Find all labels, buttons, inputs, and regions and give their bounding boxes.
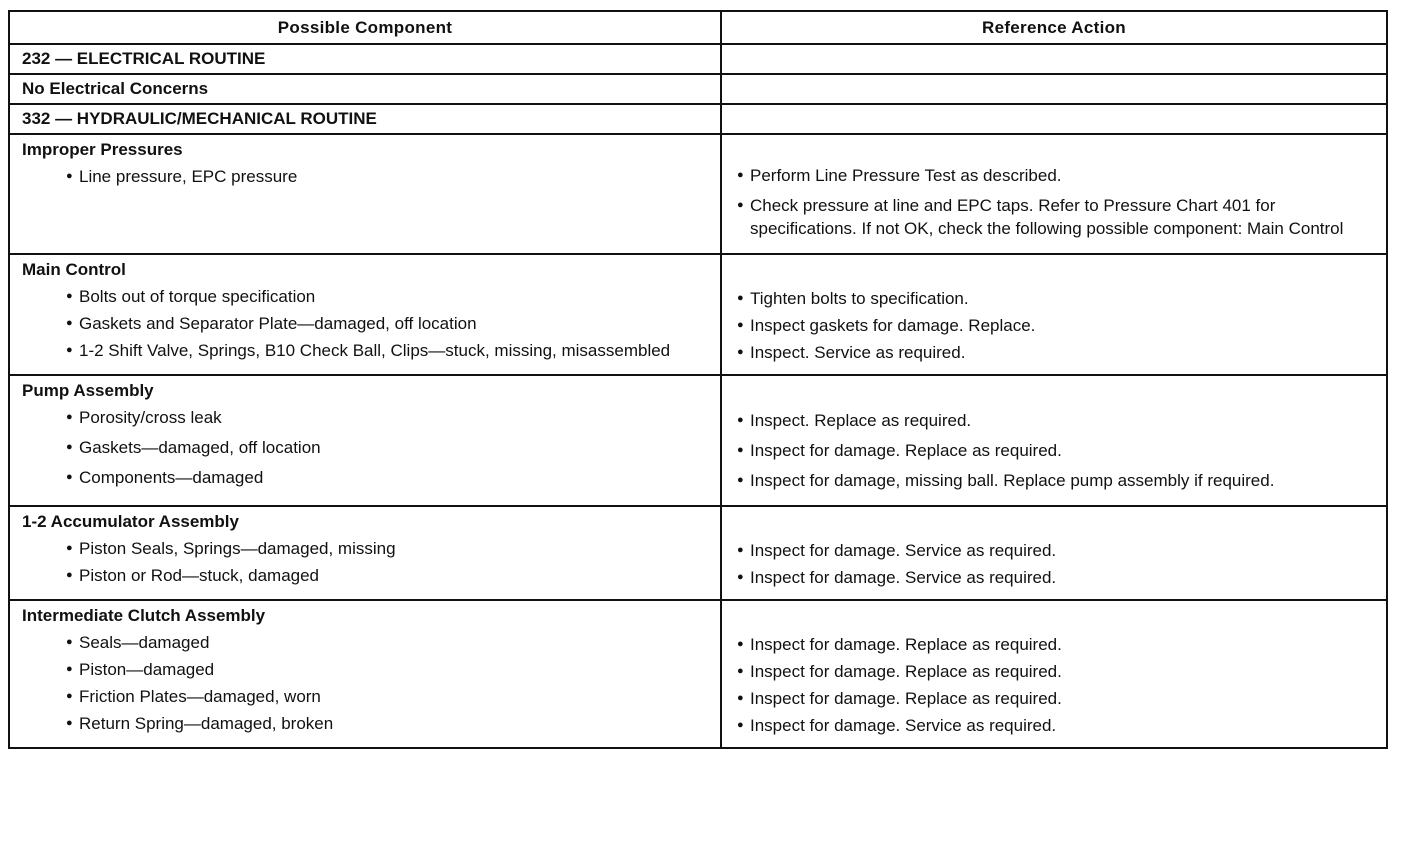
action-cell — [721, 600, 1387, 748]
component-group — [9, 134, 1387, 254]
component-list — [10, 165, 720, 201]
list-item: ● Inspect for damage. Replace as required. — [722, 633, 1386, 656]
list-item: ● Inspect for damage. Service as required. — [722, 566, 1386, 589]
list-item: ● Gaskets—damaged, off location — [10, 436, 720, 459]
component-cell — [9, 254, 721, 375]
list-item: ● Inspect for damage. Replace as required. — [722, 687, 1386, 710]
list-item: ● Friction Plates—damaged, worn — [10, 685, 720, 708]
component-group — [9, 600, 1387, 748]
component-cell — [9, 375, 721, 506]
routine-title: 232 — ELECTRICAL ROUTINE — [9, 44, 721, 74]
list-item: ● Inspect for damage. Service as required. — [722, 714, 1386, 737]
action-cell — [721, 134, 1387, 254]
group-title: Improper Pressures — [22, 140, 183, 159]
header-reference-action: Reference Action — [721, 11, 1387, 44]
diagnostic-table — [8, 10, 1388, 749]
empty-cell — [721, 44, 1387, 74]
action-list — [722, 135, 1386, 253]
component-list — [10, 631, 720, 745]
list-item: ● Piston Seals, Springs—damaged, missing — [10, 537, 720, 560]
action-list — [722, 255, 1386, 374]
component-cell — [9, 134, 721, 254]
list-item: ● Piston or Rod—stuck, damaged — [10, 564, 720, 587]
list-item: ● Inspect. Replace as required. — [722, 409, 1386, 432]
list-item: ● Inspect for damage. Replace as required. — [722, 439, 1386, 462]
list-item: ● Inspect for damage, missing ball. Replace pump assembly if required. — [722, 469, 1386, 492]
empty-cell — [721, 104, 1387, 134]
list-item: ● Inspect gaskets for damage. Replace. — [722, 314, 1386, 337]
action-list — [722, 507, 1386, 599]
routine-title: 332 — HYDRAULIC/MECHANICAL ROUTINE — [9, 104, 721, 134]
list-item: ● Line pressure, EPC pressure — [10, 165, 720, 188]
list-item: ● Gaskets and Separator Plate—damaged, off location — [10, 312, 720, 335]
empty-cell — [721, 74, 1387, 104]
action-cell — [721, 375, 1387, 506]
list-item: ● Inspect for damage. Service as required. — [722, 539, 1386, 562]
list-item: ● Check pressure at line and EPC taps. Refer to Pressure Chart 401 for specifications. If not OK, check the following possible component: Main Control — [722, 194, 1386, 240]
table-row — [9, 104, 1387, 134]
table-header-row — [9, 11, 1387, 44]
list-item: ● Perform Line Pressure Test as described. — [722, 164, 1386, 187]
component-group — [9, 375, 1387, 506]
list-item: ● Porosity/cross leak — [10, 406, 720, 429]
list-item: ● Return Spring—damaged, broken — [10, 712, 720, 735]
action-list — [722, 376, 1386, 505]
list-item: ● Tighten bolts to specification. — [722, 287, 1386, 310]
list-item: ● Seals—damaged — [10, 631, 720, 654]
list-item: ● Components—damaged — [10, 466, 720, 489]
list-item: ● Piston—damaged — [10, 658, 720, 681]
component-list — [10, 285, 720, 372]
action-cell — [721, 506, 1387, 600]
component-cell — [9, 600, 721, 748]
list-item: ● Bolts out of torque specification — [10, 285, 720, 308]
group-title: 1-2 Accumulator Assembly — [22, 512, 239, 531]
header-possible-component: Possible Component — [9, 11, 721, 44]
list-item: ● Inspect. Service as required. — [722, 341, 1386, 364]
component-cell — [9, 506, 721, 600]
action-list — [722, 601, 1386, 747]
list-item: ● 1-2 Shift Valve, Springs, B10 Check Ball, Clips—stuck, missing, misassembled — [10, 339, 720, 362]
routine-title: No Electrical Concerns — [9, 74, 721, 104]
table-row — [9, 44, 1387, 74]
list-item: ● Inspect for damage. Replace as required. — [722, 660, 1386, 683]
table-row — [9, 74, 1387, 104]
group-title: Pump Assembly — [22, 381, 154, 400]
component-list — [10, 406, 720, 502]
action-cell — [721, 254, 1387, 375]
component-group — [9, 506, 1387, 600]
group-title: Intermediate Clutch Assembly — [22, 606, 266, 625]
component-list — [10, 537, 720, 597]
component-group — [9, 254, 1387, 375]
group-title: Main Control — [22, 260, 126, 279]
